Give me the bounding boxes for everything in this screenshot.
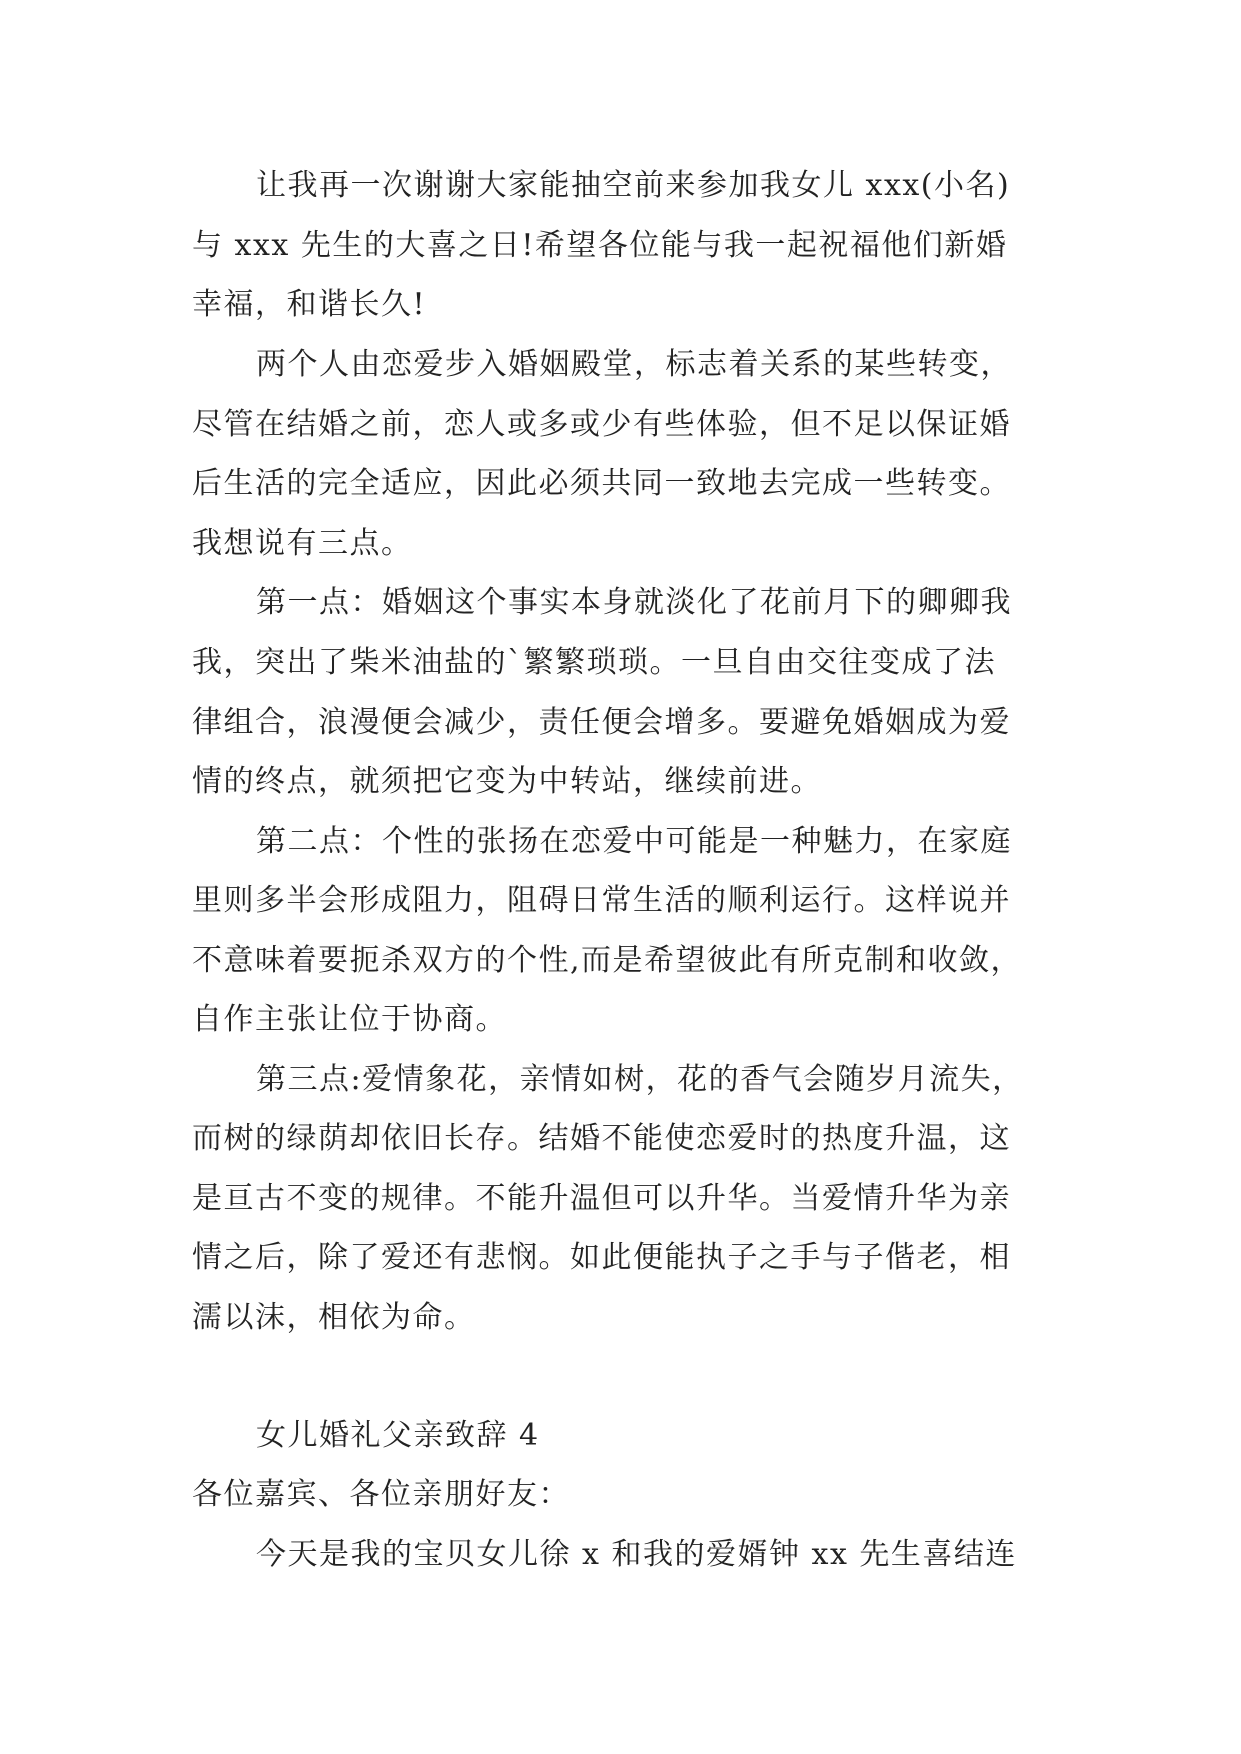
section-heading: 女儿婚礼父亲致辞 4	[256, 1418, 540, 1453]
point-three-line-3: 是亘古不变的规律。不能升温但可以升华。当爱情升华为亲	[192, 1181, 1011, 1216]
paragraph-2-line-1: 两个人由恋爱步入婚姻殿堂，标志着关系的某些转变，	[256, 347, 1012, 382]
point-one-line-2: 我，突出了柴米油盐的`繁繁琐琐。一旦自由交往变成了法	[192, 645, 996, 680]
point-one-line-1: 第一点：婚姻这个事实本身就淡化了花前月下的卿卿我	[256, 585, 1012, 620]
point-three-line-1: 第三点:爱情象花，亲情如树，花的香气会随岁月流失，	[256, 1062, 1024, 1097]
point-two-line-3: 不意味着要扼杀双方的个性,而是希望彼此有所克制和收敛，	[192, 943, 1023, 978]
greeting-line: 各位嘉宾、各位亲朋好友：	[192, 1477, 570, 1512]
paragraph-1-line-2: 与 xxx 先生的大喜之日!希望各位能与我一起祝福他们新婚	[192, 228, 1008, 263]
point-one-line-4: 情的终点，就须把它变为中转站，继续前进。	[192, 764, 822, 799]
point-three-line-2: 而树的绿荫却依旧长存。结婚不能使恋爱时的热度升温，这	[192, 1121, 1011, 1156]
paragraph-2-line-4: 我想说有三点。	[192, 526, 413, 561]
point-two-line-4: 自作主张让位于协商。	[192, 1002, 507, 1037]
point-one-line-3: 律组合，浪漫便会减少，责任便会增多。要避免婚姻成为爱	[192, 705, 1011, 740]
point-three-line-4: 情之后，除了爱还有悲悯。如此便能执子之手与子偕老，相	[192, 1240, 1011, 1275]
point-two-line-2: 里则多半会形成阻力，阻碍日常生活的顺利运行。这样说并	[192, 883, 1011, 918]
paragraph-2-line-2: 尽管在结婚之前，恋人或多或少有些体验，但不足以保证婚	[192, 407, 1011, 442]
paragraph-2-line-3: 后生活的完全适应，因此必须共同一致地去完成一些转变。	[192, 466, 1011, 501]
point-three-line-5: 濡以沫，相依为命。	[192, 1300, 476, 1335]
point-two-line-1: 第二点：个性的张扬在恋爱中可能是一种魅力，在家庭	[256, 824, 1012, 859]
paragraph-1-line-3: 幸福，和谐长久!	[192, 287, 427, 322]
opening-line: 今天是我的宝贝女儿徐 x 和我的爱婿钟 xx 先生喜结连	[256, 1537, 1017, 1572]
paragraph-1-line-1: 让我再一次谢谢大家能抽空前来参加我女儿 xxx(小名)	[256, 168, 1011, 203]
